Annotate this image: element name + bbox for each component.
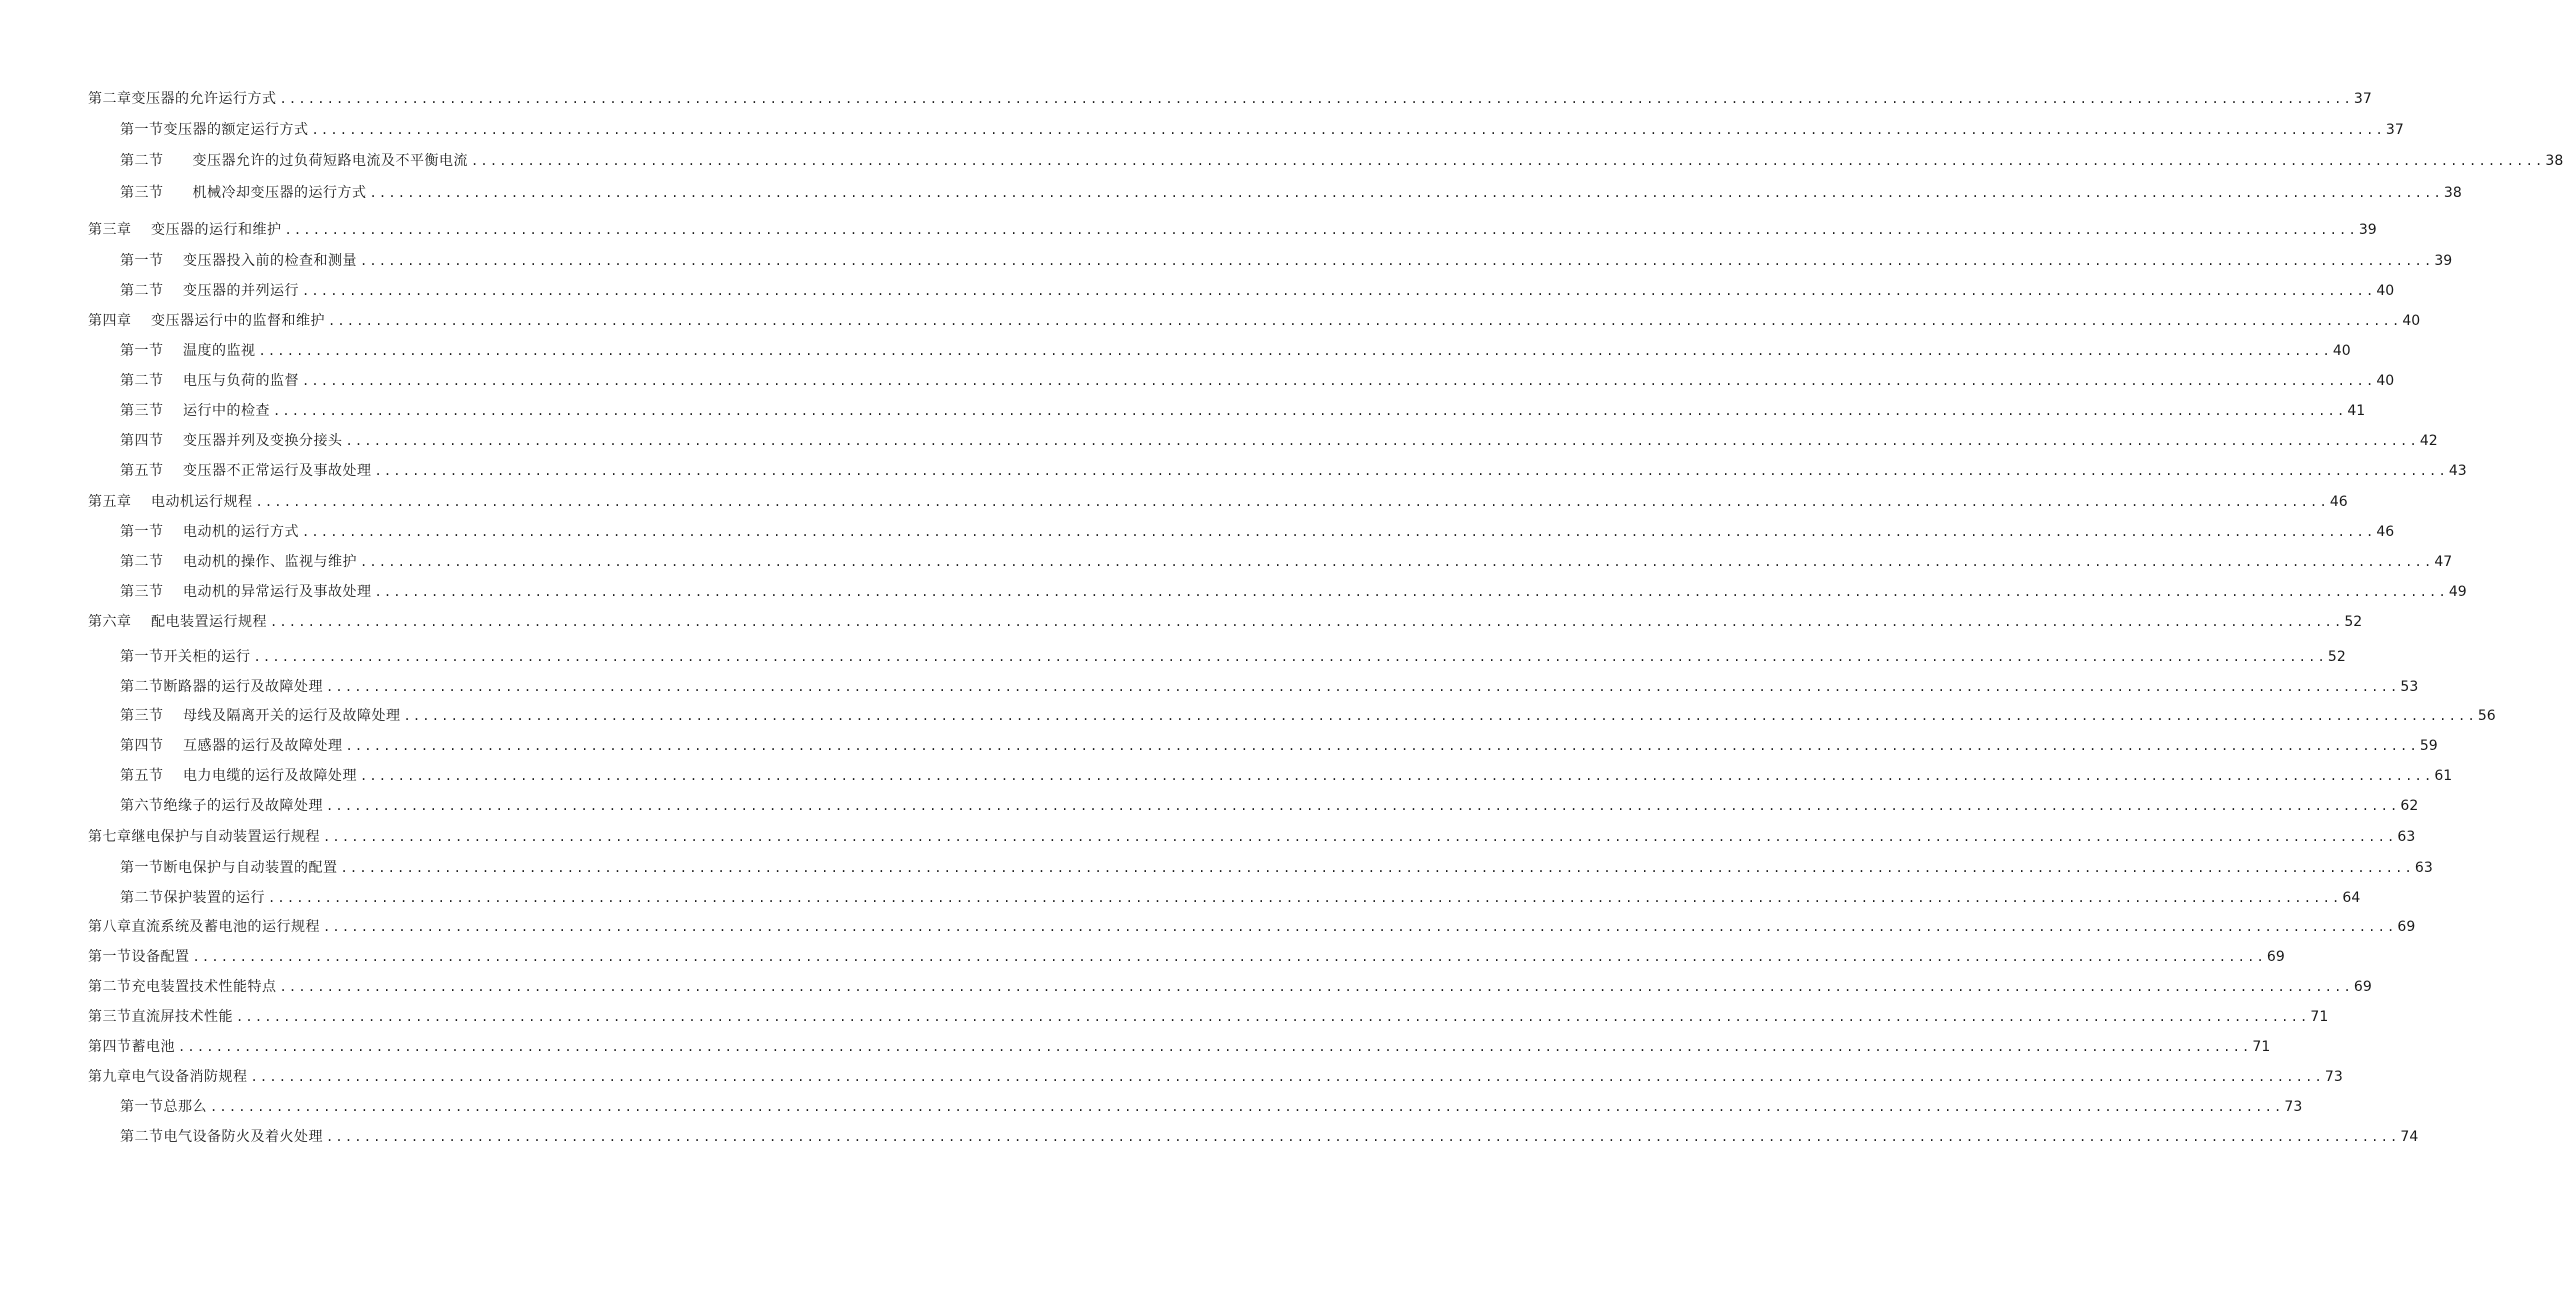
toc-dot-leader: ............................................................................................................................................................................................................................ xyxy=(323,830,2397,844)
toc-entry-title: 第一节变压器的额定运行方式 xyxy=(120,122,309,138)
toc-entry[interactable] xyxy=(120,551,2453,573)
toc-entry-title: 第七章继电保护与自动装置运行规程 xyxy=(88,829,320,845)
toc-dot-leader: ............................................................................................................................................................................................................................ xyxy=(403,709,2477,723)
toc-entry-title: 第五节 变压器不正常运行及事故处理 xyxy=(120,463,372,479)
toc-entry-title: 第六章 配电装置运行规程 xyxy=(88,614,267,630)
toc-entry[interactable] xyxy=(120,340,2351,362)
toc-entry[interactable] xyxy=(120,646,2346,668)
toc-entry-page: 53 xyxy=(2400,679,2419,695)
toc-entry-title: 第三节 电动机的异常运行及事故处理 xyxy=(120,584,372,600)
toc-entry-title: 第八章直流系统及蓄电池的运行规程 xyxy=(88,919,320,935)
toc-dot-leader: ............................................................................................................................................................................................................................ xyxy=(253,650,2327,664)
toc-dot-leader: ............................................................................................................................................................................................................................ xyxy=(359,254,2434,268)
toc-entry[interactable] xyxy=(120,857,2433,879)
toc-entry[interactable] xyxy=(120,735,2438,757)
toc-entry[interactable] xyxy=(88,826,2416,848)
toc-dot-leader: ............................................................................................................................................................................................................................ xyxy=(272,404,2347,418)
toc-entry-title: 第四节 互感器的运行及故障处理 xyxy=(120,738,343,754)
toc-dot-leader: ............................................................................................................................................................................................................................ xyxy=(279,980,2353,994)
toc-entry[interactable] xyxy=(120,581,2467,603)
toc-entry-title: 第二节 变压器允许的过负荷短路电流及不平衡电流 xyxy=(120,153,468,169)
toc-entry-title: 第二节电气设备防火及着火处理 xyxy=(120,1129,323,1145)
toc-entry-title: 第三节 运行中的检查 xyxy=(120,403,270,419)
toc-entry-title: 第一节总那么 xyxy=(120,1099,207,1115)
toc-dot-leader: ............................................................................................................................................................................................................................ xyxy=(359,555,2434,569)
toc-dot-leader: ............................................................................................................................................................................................................................ xyxy=(323,920,2397,934)
toc-entry-title: 第一节设备配置 xyxy=(88,949,190,965)
toc-entry-page: 71 xyxy=(2310,1009,2329,1025)
toc-entry[interactable] xyxy=(120,370,2395,392)
toc-entry[interactable] xyxy=(120,1126,2419,1148)
toc-entry[interactable] xyxy=(120,250,2453,272)
toc-dot-leader: ............................................................................................................................................................................................................................ xyxy=(374,464,2448,478)
toc-dot-leader: ............................................................................................................................................................................................................................ xyxy=(311,123,2385,137)
toc-entry-page: 38 xyxy=(2443,185,2462,201)
toc-entry[interactable] xyxy=(88,611,2363,633)
toc-entry-title: 第三章 变压器的运行和维护 xyxy=(88,222,282,238)
toc-entry-page: 63 xyxy=(2414,860,2433,876)
toc-entry-page: 62 xyxy=(2400,798,2419,814)
toc-dot-leader: ............................................................................................................................................................................................................................ xyxy=(374,585,2448,599)
toc-entry-page: 69 xyxy=(2266,949,2285,965)
toc-entry[interactable] xyxy=(120,182,2462,204)
toc-entry-title: 第三节 机械冷却变压器的运行方式 xyxy=(120,185,367,201)
toc-entry-title: 第一节 温度的监视 xyxy=(120,343,256,359)
toc-dot-leader: ............................................................................................................................................................................................................................ xyxy=(326,680,2400,694)
toc-entry[interactable] xyxy=(120,887,2361,909)
toc-entry-title: 第六节绝缘子的运行及故障处理 xyxy=(120,798,323,814)
toc-entry[interactable] xyxy=(120,400,2366,422)
toc-entry-page: 69 xyxy=(2397,919,2416,935)
toc-entry[interactable] xyxy=(120,705,2496,727)
toc-dot-leader: ............................................................................................................................................................................................................................ xyxy=(279,92,2353,106)
toc-entry-title: 第二节保护装置的运行 xyxy=(120,890,265,906)
toc-entry-title: 第一节 电动机的运行方式 xyxy=(120,524,299,540)
toc-entry-page: 69 xyxy=(2353,979,2372,995)
toc-dot-leader: ............................................................................................................................................................................................................................ xyxy=(369,186,2443,200)
toc-dot-leader: ............................................................................................................................................................................................................................ xyxy=(250,1070,2324,1084)
toc-entry-page: 52 xyxy=(2344,614,2363,630)
toc-entry[interactable] xyxy=(120,765,2453,787)
toc-dot-leader: ............................................................................................................................................................................................................................ xyxy=(255,495,2329,509)
toc-entry[interactable] xyxy=(120,119,2404,141)
toc-entry[interactable] xyxy=(88,946,2285,968)
toc-dot-leader: ............................................................................................................................................................................................................................ xyxy=(178,1040,2252,1054)
toc-entry-page: 74 xyxy=(2400,1129,2419,1145)
toc-entry-page: 64 xyxy=(2342,890,2361,906)
toc-entry-page: 63 xyxy=(2397,829,2416,845)
toc-entry-title: 第五章 电动机运行规程 xyxy=(88,494,253,510)
toc-dot-leader: ............................................................................................................................................................................................................................ xyxy=(301,525,2376,539)
toc-dot-leader: ............................................................................................................................................................................................................................ xyxy=(258,344,2332,358)
toc-entry-title: 第二章变压器的允许运行方式 xyxy=(88,91,277,107)
toc-entry-page: 47 xyxy=(2434,554,2453,570)
toc-entry-page: 59 xyxy=(2419,738,2438,754)
toc-entry[interactable] xyxy=(88,916,2416,938)
toc-entry[interactable] xyxy=(88,1036,2271,1058)
toc-entry-title: 第四节 变压器并列及变换分接头 xyxy=(120,433,343,449)
toc-dot-leader: ............................................................................................................................................................................................................................ xyxy=(326,799,2400,813)
toc-dot-leader: ............................................................................................................................................................................................................................ xyxy=(284,223,2358,237)
toc-entry[interactable] xyxy=(120,280,2395,302)
toc-entry-title: 第二节 变压器的并列运行 xyxy=(120,283,299,299)
toc-entry[interactable] xyxy=(88,310,2421,332)
toc-dot-leader: ............................................................................................................................................................................................................................ xyxy=(236,1010,2310,1024)
toc-entry[interactable] xyxy=(88,1066,2343,1088)
toc-entry-page: 40 xyxy=(2376,283,2395,299)
toc-entry-page: 39 xyxy=(2358,222,2377,238)
toc-entry[interactable] xyxy=(120,521,2395,543)
toc-entry-page: 73 xyxy=(2284,1099,2303,1115)
toc-dot-leader: ............................................................................................................................................................................................................................ xyxy=(269,615,2344,629)
toc-entry-title: 第一节 变压器投入前的检查和测量 xyxy=(120,253,357,269)
toc-entry-title: 第三节 母线及隔离开关的运行及故障处理 xyxy=(120,708,401,724)
toc-entry[interactable] xyxy=(88,219,2377,241)
toc-entry-page: 40 xyxy=(2376,373,2395,389)
toc-dot-leader: ............................................................................................................................................................................................................................ xyxy=(471,154,2545,168)
toc-entry-page: 41 xyxy=(2347,403,2366,419)
toc-entry[interactable] xyxy=(120,150,2563,172)
toc-entry[interactable] xyxy=(120,460,2467,482)
toc-dot-leader: ............................................................................................................................................................................................................................ xyxy=(301,374,2376,388)
toc-entry-title: 第四章 变压器运行中的监督和维护 xyxy=(88,313,325,329)
toc-dot-leader: ............................................................................................................................................................................................................................ xyxy=(345,434,2419,448)
toc-entry-title: 第一节断电保护与自动装置的配置 xyxy=(120,860,338,876)
toc-entry-title: 第九章电气设备消防规程 xyxy=(88,1069,248,1085)
toc-dot-leader: ............................................................................................................................................................................................................................ xyxy=(268,891,2342,905)
toc-entry-title: 第二节断路器的运行及故障处理 xyxy=(120,679,323,695)
toc-entry-page: 46 xyxy=(2329,494,2348,510)
toc-dot-leader: ............................................................................................................................................................................................................................ xyxy=(210,1100,2284,1114)
toc-entry-title: 第二节 电压与负荷的监督 xyxy=(120,373,299,389)
toc-entry-page: 49 xyxy=(2448,584,2467,600)
toc-entry-page: 42 xyxy=(2419,433,2438,449)
toc-entry-page: 46 xyxy=(2376,524,2395,540)
toc-entry-page: 56 xyxy=(2477,708,2496,724)
toc-entry[interactable] xyxy=(88,1006,2329,1028)
toc-entry-title: 第三节直流屏技术性能 xyxy=(88,1009,233,1025)
toc-entry[interactable] xyxy=(120,795,2419,817)
toc-entry-page: 37 xyxy=(2353,91,2372,107)
toc-entry[interactable] xyxy=(120,676,2419,698)
toc-entry[interactable] xyxy=(88,491,2348,513)
toc-dot-leader: ............................................................................................................................................................................................................................ xyxy=(340,861,2414,875)
toc-dot-leader: ............................................................................................................................................................................................................................ xyxy=(359,769,2434,783)
toc-entry-page: 37 xyxy=(2385,122,2404,138)
toc-entry-page: 38 xyxy=(2545,153,2563,169)
toc-entry-page: 52 xyxy=(2327,649,2346,665)
toc-dot-leader: ............................................................................................................................................................................................................................ xyxy=(326,1130,2400,1144)
toc-entry-page: 39 xyxy=(2434,253,2453,269)
toc-entry-page: 73 xyxy=(2324,1069,2343,1085)
toc-dot-leader: ............................................................................................................................................................................................................................ xyxy=(345,739,2419,753)
toc-entry-page: 61 xyxy=(2434,768,2453,784)
toc-entry-title: 第二节充电装置技术性能特点 xyxy=(88,979,277,995)
toc-dot-leader: ............................................................................................................................................................................................................................ xyxy=(327,314,2402,328)
toc-entry-title: 第一节开关柜的运行 xyxy=(120,649,251,665)
toc-entry[interactable] xyxy=(88,88,2372,110)
toc-entry-title: 第五节 电力电缆的运行及故障处理 xyxy=(120,768,357,784)
toc-entry-page: 40 xyxy=(2402,313,2421,329)
toc-entry[interactable] xyxy=(120,1096,2303,1118)
toc-entry[interactable] xyxy=(120,430,2438,452)
toc-entry[interactable] xyxy=(88,976,2372,998)
toc-entry-page: 43 xyxy=(2448,463,2467,479)
toc-dot-leader: ............................................................................................................................................................................................................................ xyxy=(192,950,2266,964)
toc-dot-leader: ............................................................................................................................................................................................................................ xyxy=(301,284,2376,298)
toc-entry-page: 71 xyxy=(2252,1039,2271,1055)
toc-entry-title: 第二节 电动机的操作、监视与维护 xyxy=(120,554,357,570)
toc-entry-title: 第四节蓄电池 xyxy=(88,1039,175,1055)
toc-entry-page: 40 xyxy=(2332,343,2351,359)
